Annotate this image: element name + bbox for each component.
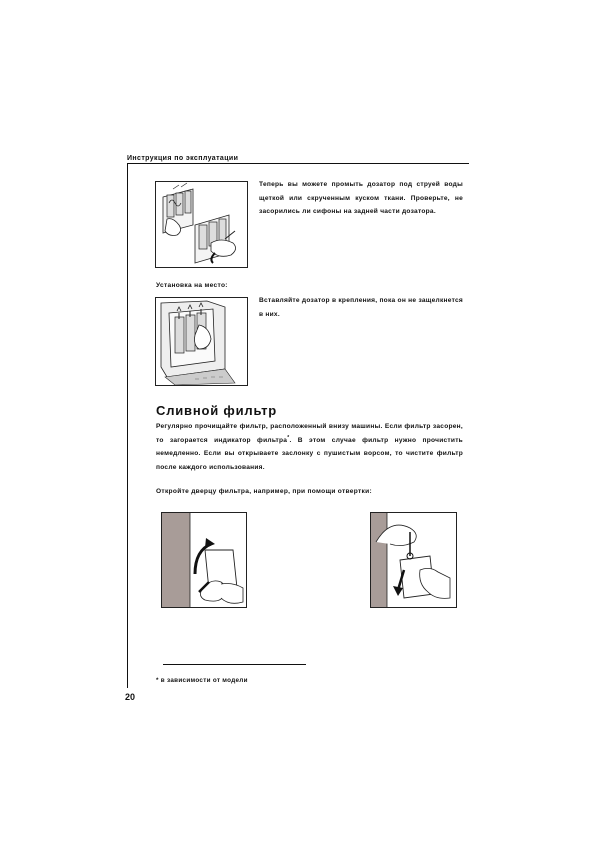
header-rule	[127, 163, 469, 164]
dispenser-cleaning-illustration	[155, 181, 248, 268]
footnote-rule	[163, 664, 306, 665]
filter-door-remove-illustration	[370, 512, 457, 608]
filter-paragraph	[156, 420, 463, 474]
filter-paragraph-part1: Регулярно прочищайте фильтр, расположенный внизу машины. Если фильтр засорен, то загорается индикатор фильтра	[156, 423, 463, 444]
footnote-mark: *	[287, 434, 290, 441]
open-filter-instruction: Откройте дверцу фильтра, например, при помощи отвертки:	[156, 488, 372, 495]
page-number: 20	[125, 692, 136, 702]
section-title: Сливной фильтр	[156, 403, 278, 418]
dispenser-reinstall-illustration	[155, 297, 248, 386]
filter-paragraph-part2: . В этом случае фильтр нужно прочистить немедленно. Если вы открываете заслонку с пушистым ворсом, то чистите фильтр после каждого использования.	[156, 436, 463, 471]
dispenser-cleaning-text: Теперь вы можете промыть дозатор под струей воды щеткой или скрученным куском ткани. Проверьте, не засорились ли сифоны на задней части дозатора.	[259, 181, 463, 215]
filter-door-open-illustration	[161, 512, 247, 608]
reinstall-heading: Установка на место:	[156, 282, 228, 289]
left-margin-rule	[127, 163, 128, 688]
reinstall-text: Вставляйте дозатор в крепления, пока он не защелкнется в них.	[259, 297, 463, 318]
running-header: Инструкция по эксплуатации	[127, 155, 239, 162]
footnote: * в зависимости от модели	[156, 677, 248, 684]
